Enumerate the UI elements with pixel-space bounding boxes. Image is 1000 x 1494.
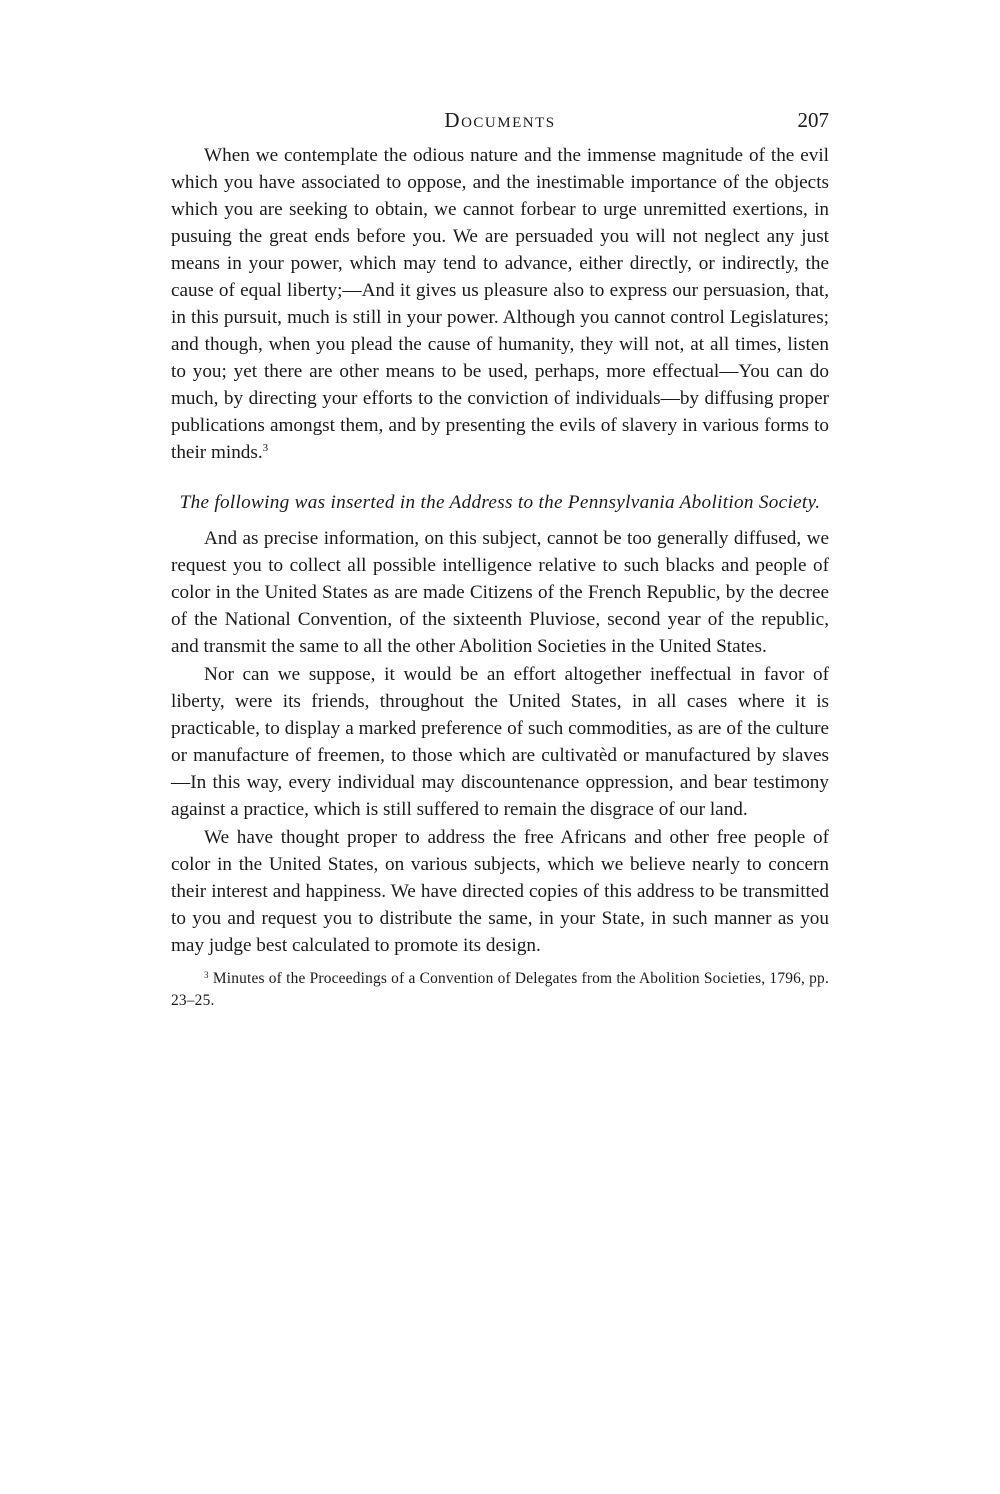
running-head-title: Documents: [444, 108, 556, 132]
footnote-marker: 3: [204, 970, 209, 980]
page-number: 207: [797, 108, 829, 132]
paragraph-3: Nor can we suppose, it would be an effort altogether ineffectual in favor of liberty, were its friends, throughout the United States, in all cases where it is practicable, to display a marked preference of such commodities, as are of the culture or manufacture of freemen, to those which are cultivatèd or manufactured by slaves—In this way, every individual may discountenance oppression, and bear testimony against a practice, which is still suffered to remain the disgrace of our land.: [171, 664, 829, 820]
document-page: [171, 108, 829, 1012]
footnote-text: Minutes of the Proceedings of a Convention of Delegates from the Abolition Societies, 1796, pp. 23–25.: [171, 970, 829, 1009]
paragraph-4: We have thought proper to address the free Africans and other free people of color in the United States, on various subjects, which we believe nearly to concern their interest and happiness. We have directed copies of this address to be transmitted to you and request you to distribute the same, in your State, in such manner as you may judge best calculated to promote its design.: [171, 827, 829, 956]
section-heading: The following was inserted in the Address to the Pennsylvania Abolition Society.: [179, 492, 821, 513]
paragraph-2: And as precise information, on this subject, cannot be too generally diffused, we request you to collect all possible intelligence relative to such blacks and people of color in the United States as are made Citizens of the French Republic, by the decree of the National Convention, of the sixteenth Pluviose, second year of the republic, and transmit the same to all the other Abolition Societies in the United States.: [171, 528, 829, 657]
paragraph-1-text: When we contemplate the odious nature and the immense magnitude of the evil which you have associated to oppose, and the inestimable importance of the objects which you are seeking to obtain, we cannot forbear to urge unremitted exertions, in pusuing the great ends before you. We are persuaded you will not neglect any just means in your power, which may tend to advance, either directly, or indirectly, the cause of equal liberty;—And it gives us pleasure also to express our persuasion, that, in this pursuit, much is still in your power. Although you cannot control Legislatures; and though, when you plead the cause of humanity, they will not, at all times, listen to you; yet there are other means to be used, perhaps, more effectual—You can do much, by directing your efforts to the conviction of individuals—by diffusing proper publications amongst them, and by presenting the evils of slavery in various forms to their minds.: [171, 145, 829, 463]
running-head: [171, 108, 829, 142]
footnote: [171, 968, 829, 1012]
footnote-reference: 3: [262, 442, 269, 454]
paragraph-1: [171, 142, 829, 466]
